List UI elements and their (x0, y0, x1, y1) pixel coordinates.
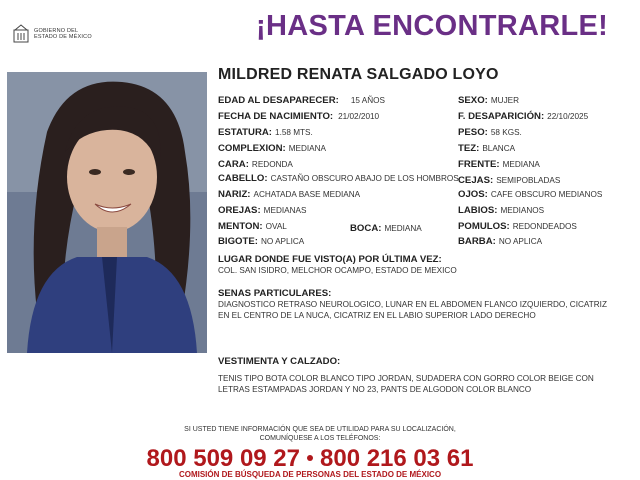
field-value: 1.58 MTS. (275, 128, 313, 137)
field-desaparicion (458, 112, 588, 122)
field-bigote (218, 237, 304, 247)
field-label: LABIOS: (458, 205, 498, 216)
field-label: BARBA: (458, 236, 496, 247)
field-frente (458, 160, 540, 170)
field-label: MENTON: (218, 221, 263, 232)
field-value: MEDIANAS (263, 206, 307, 215)
field-label: POMULOS: (458, 221, 510, 232)
field-complexion (218, 144, 326, 154)
field-label: CABELLO: (218, 173, 268, 184)
clothing-text: TENIS TIPO BOTA COLOR BLANCO TIPO JORDAN, SUDADERA CON GORRO COLOR BEIGE CON LETRAS ESTAMPADAS JORDAN Y NO 23, PANTS DE ALGODON COLOR BLANCO (218, 374, 594, 394)
field-estatura (218, 128, 313, 138)
field-value: SEMIPOBLADAS (496, 176, 561, 185)
state-seal-icon (12, 24, 30, 44)
field-value: CAFE OBSCURO MEDIANOS (490, 190, 603, 199)
field-nacimiento (218, 112, 379, 122)
contact-note-line-1: SI USTED TIENE INFORMACIÓN QUE SEA DE UTILIDAD PARA SU LOCALIZACIÓN, (184, 426, 456, 433)
gov-line-1: GOBIERNO DEL (34, 27, 79, 34)
contact-note-line-2: COMUNÍQUESE A LOS TELÉFONOS: (259, 434, 381, 442)
field-value: NO APLICA (260, 237, 305, 246)
field-label: SEXO: (458, 95, 488, 106)
person-photo (7, 72, 207, 353)
field-label: OJOS: (458, 189, 488, 200)
field-nariz (218, 190, 360, 200)
field-value: REDONDA (251, 160, 293, 169)
field-cejas (458, 176, 560, 186)
field-menton (218, 222, 287, 232)
marks-title: SENAS PARTICULARES: (218, 288, 332, 299)
field-value: NO APLICA (498, 237, 543, 246)
field-value: MEDIANOS (500, 206, 545, 215)
field-label: F. DESAPARICIÓN: (458, 111, 545, 122)
phone-number-1: 800 509 09 27 (146, 445, 300, 472)
government-logo (12, 22, 122, 46)
field-orejas (218, 206, 306, 216)
commission-name: COMISIÓN DE BÚSQUEDA DE PERSONAS DEL ESTADO DE MÉXICO (178, 470, 442, 479)
phone-number-2: 800 216 03 61 (320, 445, 474, 472)
portrait-image (7, 72, 207, 353)
field-labios (458, 206, 544, 216)
headline: ¡HASTA ENCONTRARLE! (256, 10, 609, 42)
field-label: FECHA DE NACIMIENTO: (218, 111, 334, 122)
separator-dot-icon (307, 455, 313, 461)
gov-line-2: ESTADO DE MÉXICO (34, 34, 92, 40)
field-label: PESO: (458, 127, 488, 138)
last-seen-text: COL. SAN ISIDRO, MELCHOR OCAMPO, ESTADO DE MEXICO (218, 266, 457, 275)
clothing-title: VESTIMENTA Y CALZADO: (218, 356, 341, 367)
field-sexo (458, 96, 519, 106)
field-value: ACHATADA BASE MEDIANA (253, 190, 361, 199)
field-label: CEJAS: (458, 175, 494, 186)
field-value: MEDIANA (502, 160, 540, 169)
field-peso (458, 128, 522, 138)
field-value: MUJER (490, 96, 520, 105)
field-value: 21/02/2010 (338, 112, 380, 121)
field-cabello (218, 174, 459, 184)
contact-note (120, 426, 520, 443)
field-label: EDAD AL DESAPARECER: (218, 95, 339, 106)
field-label: OREJAS: (218, 205, 261, 216)
last-seen-title: LUGAR DONDE FUE VISTO(A) POR ÚLTIMA VEZ: (218, 254, 442, 265)
field-label: TEZ: (458, 143, 480, 154)
field-boca (350, 224, 422, 234)
field-label: COMPLEXION: (218, 143, 286, 154)
phone-numbers (0, 445, 620, 473)
field-value: 22/10/2025 (547, 112, 589, 121)
field-value: BLANCA (482, 144, 516, 153)
person-name: MILDRED RENATA SALGADO LOYO (218, 66, 499, 83)
government-name (34, 28, 92, 41)
field-label: ESTATURA: (218, 127, 273, 138)
marks-text: DIAGNOSTICO RETRASO NEUROLOGICO, LUNAR EN EL ABDOMEN FLANCO IZQUIERDO, CICATRIZ EN EL CENTRO DE LA NUCA, CICATRIZ EN EL LABIO SUPERIOR LADO DERECHO (218, 300, 607, 320)
field-value: OVAL (265, 222, 287, 231)
field-value: 15 AÑOS (350, 96, 385, 105)
field-label: BIGOTE: (218, 236, 258, 247)
field-edad (218, 96, 385, 106)
field-pomulos (458, 222, 577, 232)
field-tez (458, 144, 515, 154)
field-value: MEDIANA (288, 144, 327, 153)
field-label: NARIZ: (218, 189, 251, 200)
field-value: MEDIANA (384, 224, 422, 233)
field-cara (218, 160, 293, 170)
field-label: FRENTE: (458, 159, 500, 170)
field-value: CASTAÑO OBSCURO ABAJO DE LOS HOMBROS (270, 174, 459, 183)
field-label: BOCA: (350, 223, 382, 234)
field-ojos (458, 190, 602, 200)
field-label: CARA: (218, 159, 249, 170)
field-value: REDONDEADOS (512, 222, 577, 231)
field-barba (458, 237, 542, 247)
field-value: 58 KGS. (490, 128, 522, 137)
